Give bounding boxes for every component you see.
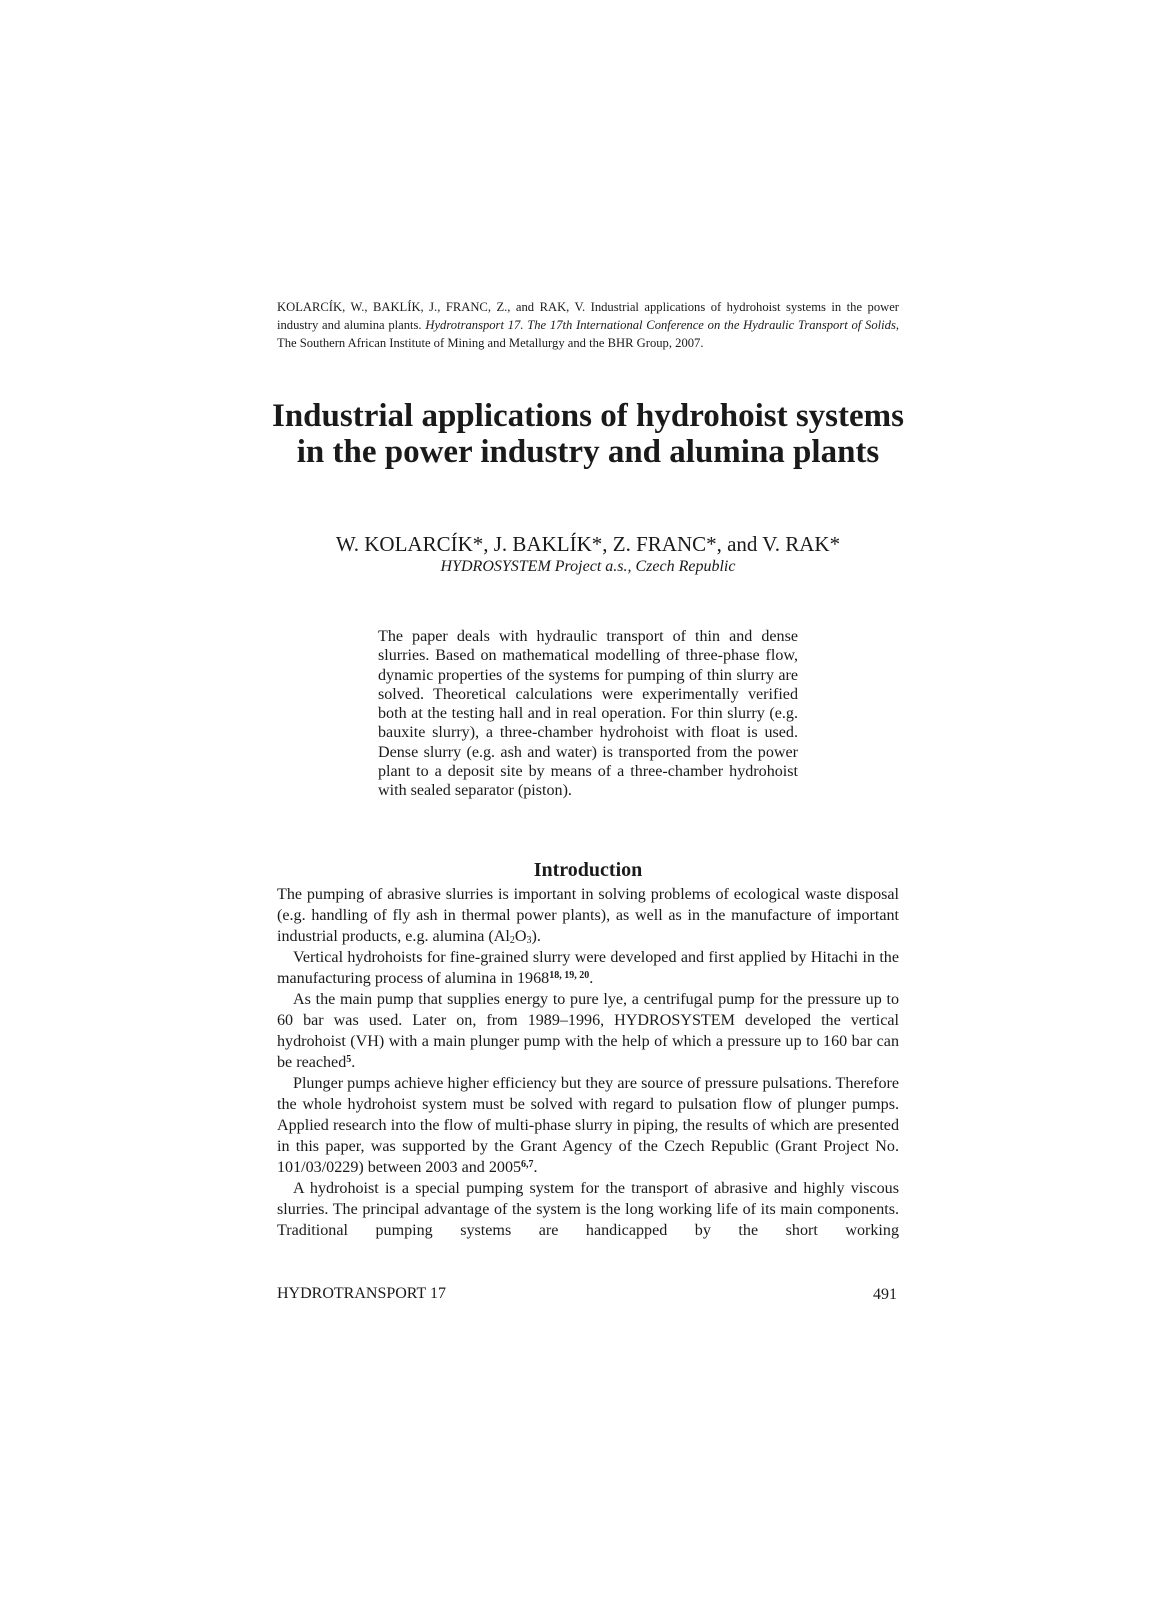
reference-marker: 5	[346, 1054, 352, 1065]
paragraph-5: A hydrohoist is a special pumping system for the transport of abrasive and highly viscous slurries. The principal advantage of the system is the long working life of its main components. Traditional pumping systems are handicapped by the short working	[277, 1180, 899, 1239]
author-list: W. KOLARCÍK*, J. BAKLÍK*, Z. FRANC*, and V. RAK*	[335, 532, 841, 556]
paragraph-3: As the main pump that supplies energy to pure lye, a centrifugal pump for the pressure up to 60 bar was used. Later on, from 1989–1996, HYDROSYSTEM developed the vertical hydrohoist (VH) with a main plunger pump with the help of which a pressure up to 160 bar can be reached$^5$.	[277, 991, 899, 1071]
paragraph-2: Vertical hydrohoists for fine-grained slurry were developed and first applied by Hitachi in the manufacturing process of alumina in 1968$^{18, 19, 20}$.	[277, 949, 899, 987]
paragraph-1: The pumping of abrasive slurries is important in solving problems of ecological waste disposal (e.g. handling of fly ash in thermal power plants), as well as in the manufacture of important industrial products, e.g. alumina $(Al_2O_3)$.	[277, 886, 899, 946]
citation-conference: Hydrotransport 17. The 17th International Conference on the Hydraulic Transport of Solids,	[425, 318, 899, 332]
reference-marker: 6,7	[521, 1159, 534, 1170]
citation-block	[277, 298, 899, 352]
section-heading-introduction: Introduction	[533, 859, 643, 881]
author-affiliation: HYDROSYSTEM Project a.s., Czech Republic	[440, 558, 736, 575]
paragraph-4: Plunger pumps achieve higher efficiency but they are source of pressure pulsations. Therefore the whole hydrohoist system must be solved with regard to pulsation flow of plunger pumps. Applied research into the flow of multi-phase slurry in piping, the results of which are presented in this paper, was supported by the Grant Agency of the Czech Republic (Grant Project No. 101/03/0229) between 2003 and 2005$^{6,7}$.	[277, 1075, 899, 1176]
page-number: 491	[873, 1286, 897, 1303]
citation-publisher: The Southern African Institute of Mining and Metallurgy and the BHR Group, 2007.	[277, 336, 704, 350]
introduction-body	[277, 884, 899, 1241]
abstract: The paper deals with hydraulic transport of thin and dense slurries. Based on mathematical modelling of three-phase flow, dynamic properties of the systems for pumping of thin slurry are solved. Theoretical calculations were experimentally verified both at the testing hall and in real operation. For thin slurry (e.g. bauxite slurry), a three-chamber hydrohoist with float is used. Dense slurry (e.g. ash and water) is transported from the power plant to a deposit site by means of a three-chamber hydrohoist with sealed separator (piston).	[378, 628, 798, 800]
reference-marker: 18, 19, 20	[549, 970, 590, 981]
footer-journal: HYDROTRANSPORT 17	[277, 1285, 446, 1302]
citation-authors: KOLARCÍK, W., BAKLÍK, J., FRANC, Z., and RAK, V. Industrial applications of hydrohoist systems in the power industry and alumina plants.	[277, 300, 899, 332]
paper-title: Industrial applications of hydrohoist systems in the power industry and alumina plants	[271, 398, 904, 470]
